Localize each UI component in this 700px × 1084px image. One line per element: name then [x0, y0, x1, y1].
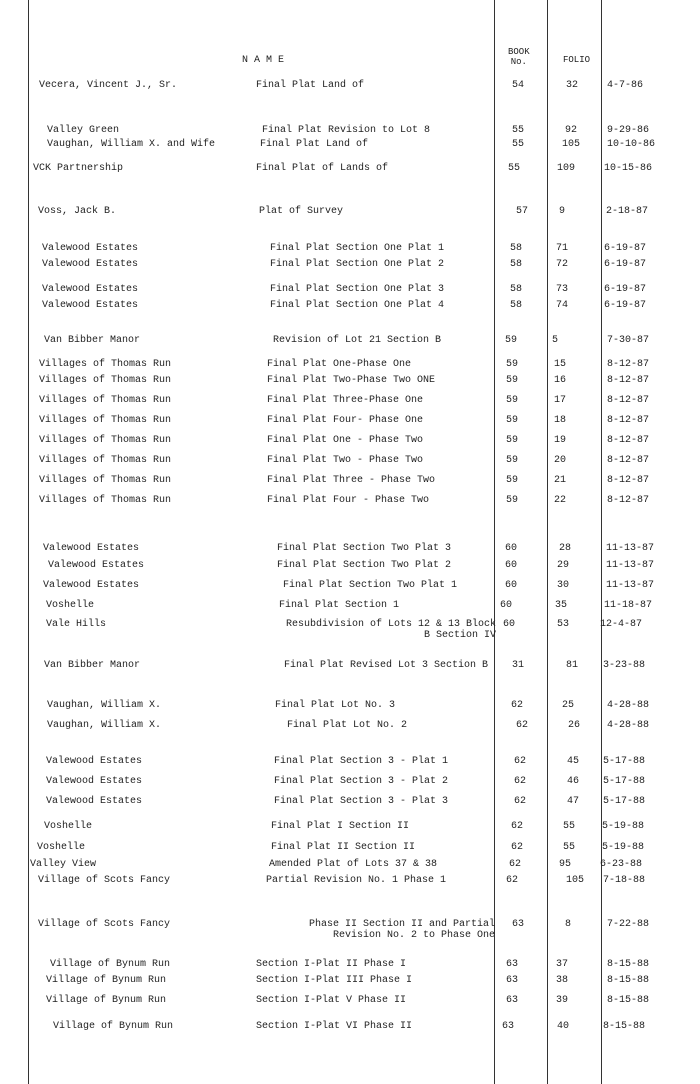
row-date: 4-7-86: [607, 80, 644, 91]
row-folio-number: 15: [554, 359, 567, 370]
row-description: Final Plat Section Two Plat 3: [277, 543, 452, 554]
row-name: Village of Bynum Run: [46, 975, 167, 986]
row-book-number: 60: [503, 619, 516, 630]
row-book-number: 55: [512, 139, 525, 150]
row-book-number: 58: [510, 284, 523, 295]
row-book-number: 59: [506, 375, 519, 386]
row-date: 8-12-87: [607, 395, 650, 406]
row-folio-number: 5: [552, 335, 559, 346]
row-description: Final Plat Section One Plat 1: [270, 243, 445, 254]
row-book-number: 63: [502, 1021, 515, 1032]
row-name: Vale Hills: [46, 619, 107, 630]
row-date: 8-15-88: [607, 975, 650, 986]
row-name: Voshelle: [46, 600, 95, 611]
row-folio-number: 26: [568, 720, 581, 731]
row-name: Van Bibber Manor: [44, 335, 141, 346]
row-name: Voshelle: [44, 821, 93, 832]
row-description: Final Plat Section 3 - Plat 3: [274, 796, 449, 807]
row-book-number: 60: [505, 543, 518, 554]
row-date: 12-4-87: [600, 619, 643, 630]
row-date: 3-23-88: [603, 660, 646, 671]
row-book-number: 63: [506, 975, 519, 986]
row-description: Final Plat Section 3 - Plat 1: [274, 756, 449, 767]
row-name: VCK Partnership: [33, 163, 124, 174]
row-book-number: 59: [505, 335, 518, 346]
row-date: 7-30-87: [607, 335, 650, 346]
row-folio-number: 30: [557, 580, 570, 591]
row-date: 7-18-88: [603, 875, 646, 886]
row-book-number: 59: [506, 435, 519, 446]
row-name: Vecera, Vincent J., Sr.: [39, 80, 178, 91]
row-description: Final Plat Three-Phase One: [267, 395, 424, 406]
row-folio-number: 47: [567, 796, 580, 807]
row-book-number: 62: [514, 796, 527, 807]
row-date: 8-12-87: [607, 435, 650, 446]
row-description: Final Plat Two - Phase Two: [267, 455, 424, 466]
row-description: Section I-Plat VI Phase II: [256, 1021, 413, 1032]
row-name: Valley Green: [47, 125, 120, 136]
row-description: Final Plat I Section II: [271, 821, 410, 832]
row-folio-number: 38: [556, 975, 569, 986]
row-name: Village of Bynum Run: [50, 959, 171, 970]
row-description: Final Plat Lot No. 2: [287, 720, 408, 731]
row-date: 11-13-87: [606, 543, 655, 554]
row-description: Final Plat Section One Plat 3: [270, 284, 445, 295]
row-book-number: 62: [514, 776, 527, 787]
row-folio-number: 17: [554, 395, 567, 406]
name-column-header: N A M E: [242, 55, 285, 66]
row-description: Final Plat Section Two Plat 1: [283, 580, 458, 591]
row-name: Village of Bynum Run: [46, 995, 167, 1006]
row-book-number: 62: [511, 700, 524, 711]
row-date: 8-12-87: [607, 455, 650, 466]
row-description: Final Plat Section Two Plat 2: [277, 560, 452, 571]
row-date: 11-18-87: [604, 600, 653, 611]
row-name: Valewood Estates: [42, 259, 139, 270]
row-book-number: 63: [512, 919, 525, 930]
row-description: Final Plat Section 1: [279, 600, 400, 611]
row-description: Final Plat Four - Phase Two: [267, 495, 430, 506]
row-book-number: 60: [500, 600, 513, 611]
row-date: 6-19-87: [604, 259, 647, 270]
row-folio-number: 20: [554, 455, 567, 466]
row-description: Final Plat Land of: [260, 139, 369, 150]
row-date: 6-23-88: [600, 859, 643, 870]
row-book-number: 59: [506, 395, 519, 406]
folio-column-header: FOLIO: [563, 55, 591, 65]
row-date: 8-15-88: [607, 995, 650, 1006]
row-date: 8-15-88: [607, 959, 650, 970]
row-date: 10-10-86: [607, 139, 656, 150]
row-description: Final Plat Section One Plat 2: [270, 259, 445, 270]
row-book-number: 31: [512, 660, 525, 671]
row-description: Section I-Plat V Phase II: [256, 995, 407, 1006]
row-description: Final Plat Four- Phase One: [267, 415, 424, 426]
row-folio-number: 109: [557, 163, 576, 174]
row-date: 5-19-88: [602, 821, 645, 832]
row-description: Final Plat II Section II: [271, 842, 416, 853]
folio-column-rule: [547, 0, 548, 1084]
row-folio-number: 40: [557, 1021, 570, 1032]
row-description: Section I-Plat III Phase I: [256, 975, 413, 986]
row-folio-number: 19: [554, 435, 567, 446]
row-date: 9-29-86: [607, 125, 650, 136]
row-name: Valley View: [30, 859, 97, 870]
row-name: Valewood Estates: [46, 796, 143, 807]
row-name: Village of Scots Fancy: [38, 919, 171, 930]
row-book-number: 58: [510, 300, 523, 311]
row-date: 8-12-87: [607, 375, 650, 386]
row-name: Van Bibber Manor: [44, 660, 141, 671]
row-folio-number: 105: [562, 139, 581, 150]
row-description: Final Plat Three - Phase Two: [267, 475, 436, 486]
row-description: Final Plat of Lands of: [256, 163, 389, 174]
row-folio-number: 22: [554, 495, 567, 506]
row-folio-number: 46: [567, 776, 580, 787]
row-name: Valewood Estates: [43, 580, 140, 591]
row-book-number: 62: [506, 875, 519, 886]
row-description: Final Plat Lot No. 3: [275, 700, 396, 711]
row-folio-number: 71: [556, 243, 569, 254]
row-name: Valewood Estates: [43, 543, 140, 554]
row-folio-number: 72: [556, 259, 569, 270]
row-description: Amended Plat of Lots 37 & 38: [269, 859, 438, 870]
row-description: Final Plat Revised Lot 3 Section B: [284, 660, 489, 671]
row-folio-number: 35: [555, 600, 568, 611]
row-name: Voss, Jack B.: [38, 206, 117, 217]
row-date: 4-28-88: [607, 720, 650, 731]
row-name: Vaughan, William X. and Wife: [47, 139, 216, 150]
row-date: 7-22-88: [607, 919, 650, 930]
row-book-number: 59: [506, 495, 519, 506]
row-name: Villages of Thomas Run: [39, 435, 172, 446]
row-book-number: 63: [506, 995, 519, 1006]
left-margin-rule: [28, 0, 29, 1084]
row-description: Final Plat Revision to Lot 8: [262, 125, 431, 136]
row-name: Valewood Estates: [42, 284, 139, 295]
row-folio-number: 105: [566, 875, 585, 886]
row-book-number: 63: [506, 959, 519, 970]
row-date: 11-13-87: [606, 580, 655, 591]
row-description: Revision of Lot 21 Section B: [273, 335, 442, 346]
row-folio-number: 21: [554, 475, 567, 486]
row-name: Villages of Thomas Run: [39, 359, 172, 370]
row-name: Valewood Estates: [46, 756, 143, 767]
row-name: Village of Scots Fancy: [38, 875, 171, 886]
row-folio-number: 81: [566, 660, 579, 671]
row-date: 6-19-87: [604, 300, 647, 311]
row-date: 8-12-87: [607, 495, 650, 506]
row-date: 5-19-88: [602, 842, 645, 853]
date-column-rule: [601, 0, 602, 1084]
row-folio-number: 95: [559, 859, 572, 870]
row-folio-number: 39: [556, 995, 569, 1006]
row-book-number: 54: [512, 80, 525, 91]
row-name: Villages of Thomas Run: [39, 395, 172, 406]
book-column-header: BOOK No.: [508, 47, 530, 67]
row-folio-number: 53: [557, 619, 570, 630]
row-folio-number: 16: [554, 375, 567, 386]
row-folio-number: 9: [559, 206, 566, 217]
row-name: Villages of Thomas Run: [39, 415, 172, 426]
row-description: Final Plat Section 3 - Plat 2: [274, 776, 449, 787]
row-book-number: 59: [506, 359, 519, 370]
row-date: 11-13-87: [606, 560, 655, 571]
row-book-number: 59: [506, 475, 519, 486]
row-date: 6-19-87: [604, 284, 647, 295]
row-folio-number: 18: [554, 415, 567, 426]
row-date: 8-12-87: [607, 415, 650, 426]
row-folio-number: 92: [565, 125, 578, 136]
row-description: Phase II Section II and Partial Revision No. 2 to Phase One: [308, 919, 495, 941]
row-description: Final Plat One-Phase One: [267, 359, 412, 370]
row-date: 5-17-88: [603, 796, 646, 807]
row-folio-number: 74: [556, 300, 569, 311]
row-book-number: 62: [511, 821, 524, 832]
row-name: Valewood Estates: [42, 300, 139, 311]
row-book-number: 60: [505, 580, 518, 591]
row-name: Villages of Thomas Run: [39, 455, 172, 466]
row-name: Villages of Thomas Run: [39, 375, 172, 386]
row-date: 4-28-88: [607, 700, 650, 711]
row-date: 8-12-87: [607, 359, 650, 370]
row-book-number: 58: [510, 259, 523, 270]
row-description: Plat of Survey: [259, 206, 344, 217]
row-date: 10-15-86: [604, 163, 653, 174]
row-description: Partial Revision No. 1 Phase 1: [266, 875, 447, 886]
row-book-number: 62: [509, 859, 522, 870]
row-folio-number: 55: [563, 842, 576, 853]
row-name: Village of Bynum Run: [53, 1021, 174, 1032]
row-description: Section I-Plat II Phase I: [256, 959, 407, 970]
row-folio-number: 28: [559, 543, 572, 554]
row-name: Valewood Estates: [48, 560, 145, 571]
row-folio-number: 8: [565, 919, 572, 930]
row-book-number: 62: [511, 842, 524, 853]
row-book-number: 58: [510, 243, 523, 254]
row-description: Final Plat Land of: [256, 80, 365, 91]
row-description: Final Plat One - Phase Two: [267, 435, 424, 446]
row-name: Voshelle: [37, 842, 86, 853]
row-book-number: 60: [505, 560, 518, 571]
row-folio-number: 29: [557, 560, 570, 571]
row-book-number: 55: [508, 163, 521, 174]
row-name: Villages of Thomas Run: [39, 475, 172, 486]
row-name: Villages of Thomas Run: [39, 495, 172, 506]
row-name: Valewood Estates: [42, 243, 139, 254]
row-date: 5-17-88: [603, 756, 646, 767]
row-folio-number: 37: [556, 959, 569, 970]
row-name: Valewood Estates: [46, 776, 143, 787]
row-date: 8-12-87: [607, 475, 650, 486]
row-date: 6-19-87: [604, 243, 647, 254]
row-date: 2-18-87: [606, 206, 649, 217]
row-name: Vaughan, William X.: [47, 720, 162, 731]
row-date: 8-15-88: [603, 1021, 646, 1032]
row-book-number: 62: [516, 720, 529, 731]
row-date: 5-17-88: [603, 776, 646, 787]
row-description: Final Plat Section One Plat 4: [270, 300, 445, 311]
row-description: Final Plat Two-Phase Two ONE: [267, 375, 436, 386]
row-book-number: 59: [506, 455, 519, 466]
row-folio-number: 25: [562, 700, 575, 711]
row-book-number: 57: [516, 206, 529, 217]
row-book-number: 62: [514, 756, 527, 767]
row-folio-number: 45: [567, 756, 580, 767]
row-folio-number: 32: [566, 80, 579, 91]
row-book-number: 55: [512, 125, 525, 136]
row-folio-number: 73: [556, 284, 569, 295]
row-name: Vaughan, William X.: [47, 700, 162, 711]
row-description: Resubdivision of Lots 12 & 13 Block B Section IV: [285, 619, 496, 641]
row-book-number: 59: [506, 415, 519, 426]
row-folio-number: 55: [563, 821, 576, 832]
